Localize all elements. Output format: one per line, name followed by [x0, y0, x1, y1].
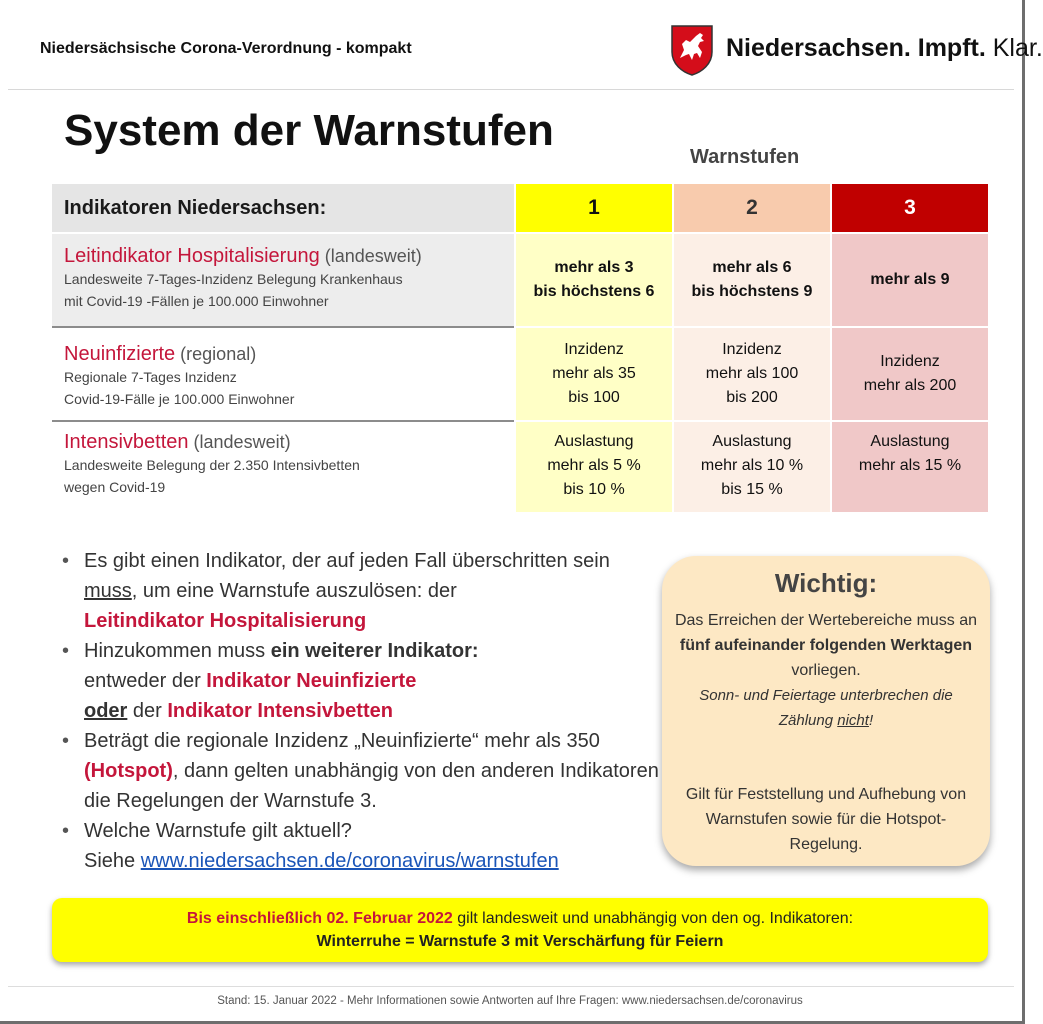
- row-desc-2: mit Covid-19 -Fällen je 100.000 Einwohner: [64, 293, 329, 309]
- row-desc-1: Regionale 7-Tages Inzidenz: [64, 369, 237, 385]
- bullet-icon: •: [62, 820, 70, 842]
- bullet-icon: •: [62, 550, 70, 572]
- row-title: Leitindikator Hospitalisierung: [64, 245, 320, 267]
- row-neuinfizierte: [52, 328, 514, 420]
- warnstufen-link[interactable]: www.niedersachsen.de/coronavirus/warnstufen: [140, 850, 559, 872]
- row-intensivbetten: [52, 422, 514, 512]
- value-cell: Auslastung mehr als 15 %: [832, 422, 988, 512]
- level-1-header: 1: [516, 184, 672, 232]
- warnstufen-label: Warnstufen: [690, 146, 800, 168]
- row-scope: (landesweit): [188, 432, 291, 452]
- value-cell: mehr als 9: [832, 234, 988, 326]
- brand-slogan: Niedersachsen. Impft. Klar.: [726, 34, 1043, 62]
- indicator-header: Indikatoren Niedersachsen:: [52, 184, 514, 232]
- header: [8, 8, 1043, 90]
- footer-divider: [8, 986, 1014, 987]
- winterruhe-notice: Bis einschließlich 02. Februar 2022 gilt landesweit und unabhängig von den og. Indikatoren: Winterruhe = Warnstufe 3 mit Verschärfung für Feiern: [52, 898, 988, 962]
- row-scope: (landesweit): [319, 246, 422, 266]
- row-desc-2: wegen Covid-19: [64, 479, 166, 495]
- wichtig-body: Das Erreichen der Wertebereiche muss an fünf aufeinander folgenden Werktagen vorliegen. Sonn- und Feiertage unterbrechen die Zählung nicht!: [674, 612, 978, 729]
- row-hospitalisierung: [52, 234, 514, 326]
- row-title: Neuinfizierte: [64, 343, 176, 365]
- wichtig-box: [662, 556, 990, 866]
- list-item: • Welche Warnstufe gilt aktuell? Siehe www.niedersachsen.de/coronavirus/warnstufen: [62, 816, 662, 876]
- row-desc-1: Landesweite 7-Tages-Inzidenz Belegung Krankenhaus: [64, 271, 403, 287]
- row-desc-1: Landesweite Belegung der 2.350 Intensivbetten: [64, 457, 360, 473]
- row-scope: (regional): [175, 344, 257, 364]
- list-item: • Hinzukommen muss ein weiterer Indikator: entweder der Indikator Neuinfizierte oder der Indikator Intensivbetten: [62, 636, 662, 726]
- value-cell: Auslastung mehr als 10 % bis 15 %: [674, 422, 830, 512]
- wichtig-title: Wichtig:: [774, 568, 878, 598]
- wichtig-footer: Gilt für Feststellung und Aufhebung von Warnstufen sowie für die Hotspot-Regelung.: [685, 786, 967, 853]
- page-title: System der Warnstufen: [64, 106, 554, 155]
- value-cell: Inzidenz mehr als 35 bis 100: [516, 328, 672, 420]
- niedersachsen-crest-icon: [670, 24, 714, 76]
- level-3-header: 3: [832, 184, 988, 232]
- bullet-icon: •: [62, 730, 70, 752]
- list-item: • Beträgt die regionale Inzidenz „Neuinfizierte“ mehr als 350 (Hotspot), dann gelten unabhängig von den anderen Indikatoren die Regelungen der Warnstufe 3.: [62, 726, 662, 816]
- header-title: Niedersächsische Corona-Verordnung - kompakt: [40, 40, 412, 57]
- footer-text: Stand: 15. Januar 2022 - Mehr Informationen sowie Antworten auf Ihre Fragen: www.niedersachsen.de/coronavirus: [217, 995, 803, 1007]
- bullet-list: [62, 546, 662, 876]
- list-item: • Es gibt einen Indikator, der auf jeden Fall überschritten sein muss, um eine Warnstufe auszulösen: der Leitindikator Hospitalisierung: [62, 546, 662, 636]
- row-title: Intensivbetten: [64, 431, 189, 453]
- row-desc-2: Covid-19-Fälle je 100.000 Einwohner: [64, 391, 295, 407]
- value-cell: Inzidenz mehr als 100 bis 200: [674, 328, 830, 420]
- level-2-header: 2: [674, 184, 830, 232]
- warnstufen-table: [52, 184, 988, 512]
- value-cell: Inzidenz mehr als 200: [832, 328, 988, 420]
- value-cell: mehr als 6 bis höchstens 9: [674, 234, 830, 326]
- value-cell: Auslastung mehr als 5 % bis 10 %: [516, 422, 672, 512]
- bullet-icon: •: [62, 640, 70, 662]
- value-cell: mehr als 3 bis höchstens 6: [516, 234, 672, 326]
